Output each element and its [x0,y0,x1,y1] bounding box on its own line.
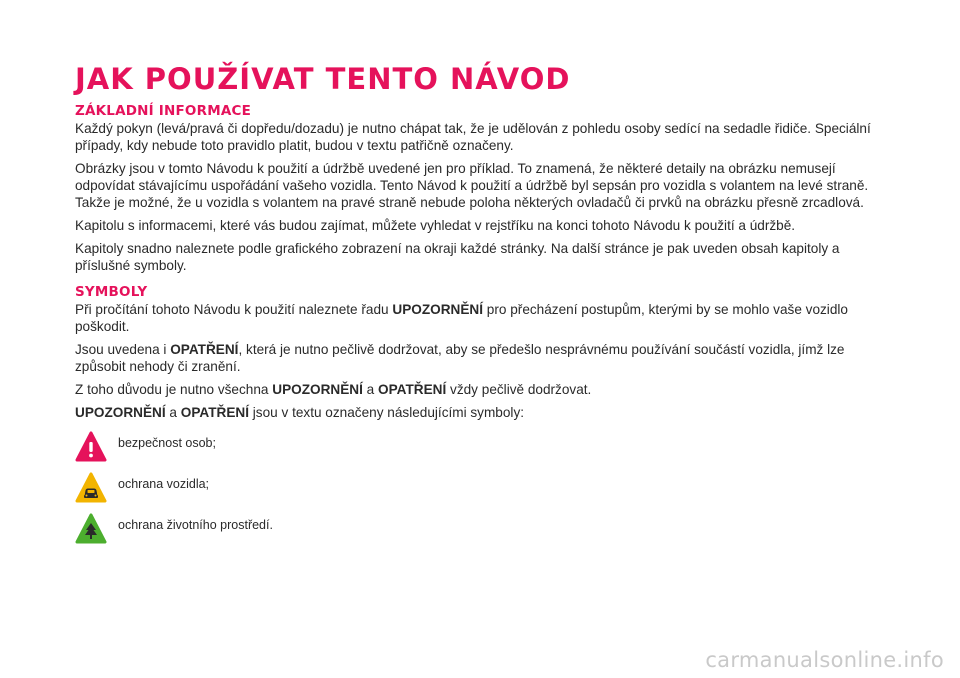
environment-protection-warning-icon [75,513,107,545]
paragraph-symbols-intro: UPOZORNĚNÍ a OPATŘENÍ jsou v textu označeny následujícími symboly: [75,405,525,420]
symbol-list [75,427,895,549]
person-safety-warning-icon [75,431,107,463]
paragraph-precautions: Jsou uvedena i OPATŘENÍ, která je nutno pečlivě dodržovat, aby se předešlo nesprávnému používání součástí vozidla, jímž lze způsobit nehody či zranění. [75,342,845,374]
symbol-label: ochrana životního prostředí. [118,517,273,532]
symbol-label: ochrana vozidla; [118,476,210,491]
manual-page [75,62,895,550]
paragraph-warnings: Při pročítání tohoto Návodu k použití naleznete řadu UPOZORNĚNÍ pro přecházení postupům, kterými by se mohlo vaše vozidlo poškodit. [75,302,848,334]
paragraph-chapters-info: Kapitoly snadno naleznete podle grafického zobrazení na okraji každé stránky. Na další stránce je pak uveden obsah kapitoly a příslušné symboly. [75,241,840,273]
keyword-opatreni: OPATŘENÍ [378,382,447,397]
paragraph-observe-all: Z toho důvodu je nutno všechna UPOZORNĚNÍ a OPATŘENÍ vždy pečlivě dodržovat. [75,382,592,397]
section-heading-symbols: SYMBOLY [75,284,148,300]
keyword-opatreni: OPATŘENÍ [180,405,249,420]
watermark: carmanualsonline.info [705,648,944,672]
symbol-item-environment-protection [75,509,895,549]
symbol-item-person-safety [75,427,895,467]
keyword-upozorneni: UPOZORNĚNÍ [272,382,363,397]
paragraph-illustrations-info: Obrázky jsou v tomto Návodu k použití a údržbě uvedené jen pro příklad. To znamená, že některé detaily na obrázku nemusejí odpovídat stávajícímu uspořádání vašeho vozidla. Tento Návod k použití a údržbě byl sepsán pro vozidla s volantem na levé straně. Takže je možné, že u vozidla s volantem na pravé straně nebude poloha některých ovladačů či prvků na obrázku přesně zrcadlová. [75,161,869,210]
keyword-upozorneni: UPOZORNĚNÍ [392,302,484,317]
paragraph-index-info: Kapitolu s informacemi, které vás budou zajímat, můžete vyhledat v rejstříku na konci tohoto Návodu k použití a údržbě. [75,218,796,233]
keyword-opatreni: OPATŘENÍ [170,342,239,357]
vehicle-protection-warning-icon [75,472,107,504]
symbol-label: bezpečnost osob; [118,435,216,450]
section-heading-basic-info: ZÁKLADNÍ INFORMACE [75,103,252,119]
keyword-upozorneni: UPOZORNĚNÍ [75,405,166,420]
paragraph-direction-info: Každý pokyn (levá/pravá či dopředu/dozadu) je nutno chápat tak, že je udělován z pohledu osoby sedící na sedadle řidiče. Speciální případy, kdy nebude toto pravidlo platit, budou v textu patřičně označeny. [75,121,871,153]
page-title: JAK POUŽÍVAT TENTO NÁVOD [75,62,571,96]
symbol-item-vehicle-protection [75,468,895,508]
